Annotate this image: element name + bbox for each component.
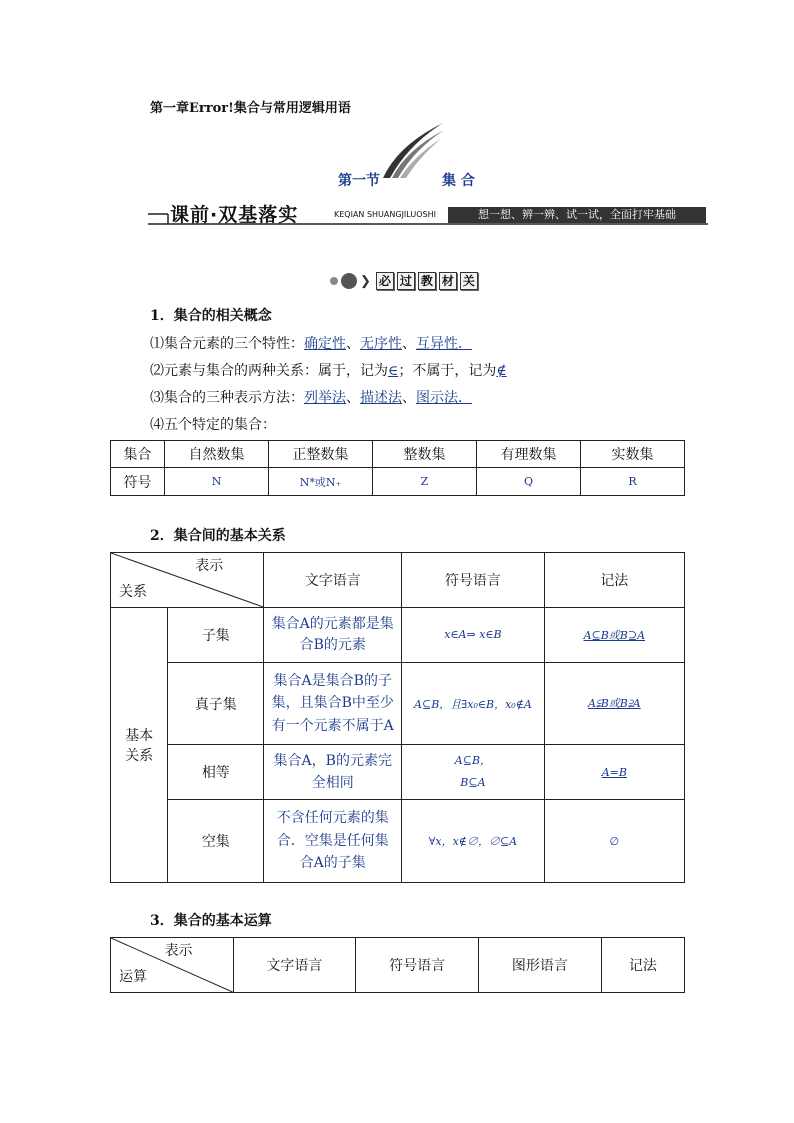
operations-table	[110, 937, 685, 993]
row-text: 集合A，B的元素完全相同	[264, 745, 402, 800]
dot-icon	[330, 277, 338, 285]
row-name: 真子集	[168, 663, 264, 745]
banner	[148, 204, 708, 228]
col-header: 符号语言	[402, 553, 544, 608]
pass-char: 教	[418, 272, 436, 290]
diag-header: 表示 关系	[111, 553, 264, 608]
special-sets-table	[110, 440, 685, 496]
col-header: 文字语言	[233, 938, 356, 993]
row-note: A=B	[544, 745, 684, 800]
section-number: 第一节	[338, 173, 380, 189]
s1-heading: 1．集合的相关概念	[150, 308, 272, 324]
row-sym: A⊆B， B⊆A	[402, 745, 544, 800]
pass-char: 关	[460, 272, 478, 290]
table-cell: 整数集	[373, 441, 477, 468]
table-cell: R	[581, 468, 685, 496]
col-header: 符号语言	[356, 938, 479, 993]
row-sym: x∈A⇒ x∈B	[402, 608, 544, 663]
table-cell: Q	[477, 468, 581, 496]
table-cell: 有理数集	[477, 441, 581, 468]
banner-tag: 想一想、辨一辨、试一试，全面打牢基础	[448, 207, 706, 223]
row-name: 相等	[168, 745, 264, 800]
pass-char: 材	[439, 272, 457, 290]
row-sym: ∀x，x∉∅，∅⊆A	[402, 800, 544, 883]
s1-line2: ⑵元素与集合的两种关系：属于，记为∈；不属于，记为∉	[150, 363, 507, 379]
banner-sub: KEQIAN SHUANGJILUOSHI	[334, 210, 436, 219]
row-note: A⊆B或B⊇A	[544, 608, 684, 663]
dot-icon	[341, 273, 357, 289]
banner-main: 课前·双基落实	[170, 204, 299, 226]
table-cell: Z	[373, 468, 477, 496]
swoosh-icon	[378, 120, 448, 180]
col-header: 图形语言	[479, 938, 602, 993]
row-name: 空集	[168, 800, 264, 883]
table-cell: 自然数集	[165, 441, 269, 468]
row-name: 子集	[168, 608, 264, 663]
section-title: 集 合	[442, 173, 475, 189]
row-note: ∅	[544, 800, 684, 883]
relations-table	[110, 552, 685, 883]
s1-line3: ⑶集合的三种表示方法：列举法、描述法、图示法．	[150, 390, 472, 406]
diag-header: 表示 运算	[111, 938, 234, 993]
pass-header	[330, 270, 478, 292]
pass-char: 必	[376, 272, 394, 290]
s1-line1: ⑴集合元素的三个特性：确定性、无序性、互异性．	[150, 336, 472, 352]
row-note: A⫋B或B⫌A	[544, 663, 684, 745]
col-header: 记法	[601, 938, 684, 993]
row-text: 集合A的元素都是集合B的元素	[264, 608, 402, 663]
s2-heading: 2．集合间的基本关系	[150, 528, 286, 544]
row-sym: A⊆B，且∃x₀∈B，x₀∉A	[402, 663, 544, 745]
col-header: 记法	[544, 553, 684, 608]
row-text: 不含任何元素的集合．空集是任何集合A的子集	[264, 800, 402, 883]
table-cell: 正整数集	[269, 441, 373, 468]
col-header: 文字语言	[264, 553, 402, 608]
table-cell: N	[165, 468, 269, 496]
table-cell: N*或N₊	[269, 468, 373, 496]
table-cell: 符号	[111, 468, 165, 496]
pass-char: 过	[397, 272, 415, 290]
row-text: 集合A是集合B的子集，且集合B中至少有一个元素不属于A	[264, 663, 402, 745]
group-label: 基本关系	[111, 608, 168, 883]
chapter-title: 第一章Error!集合与常用逻辑用语	[150, 101, 351, 116]
s1-line4: ⑷五个特定的集合：	[150, 417, 276, 433]
chevron-icon: ❯	[360, 273, 371, 289]
table-cell: 实数集	[581, 441, 685, 468]
table-cell: 集合	[111, 441, 165, 468]
s3-heading: 3．集合的基本运算	[150, 913, 272, 929]
